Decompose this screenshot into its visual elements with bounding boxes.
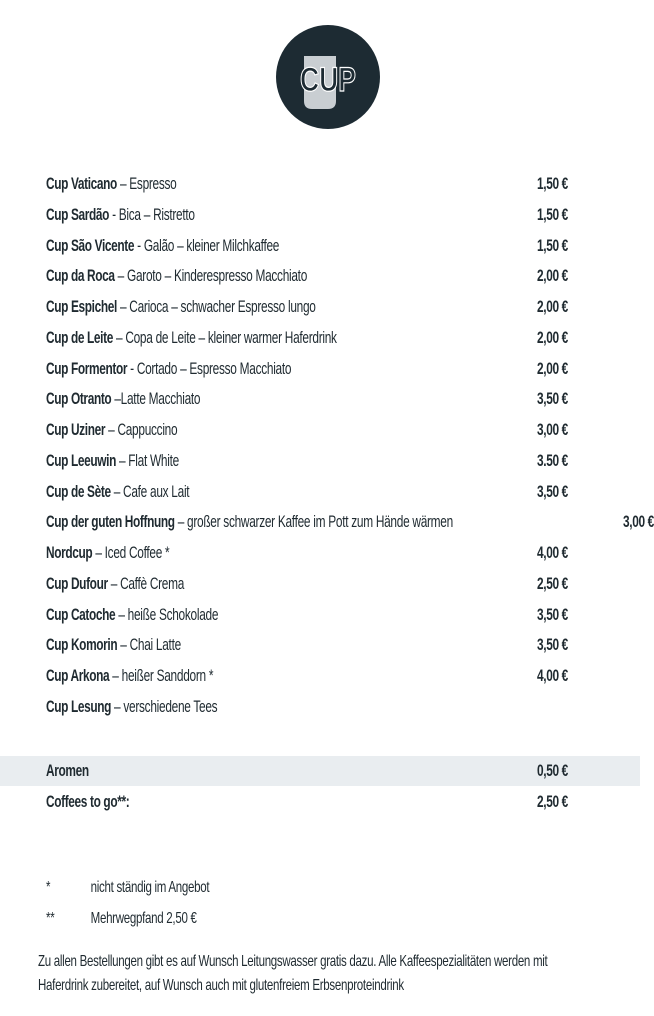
item-price: 2,00 € [537,328,568,347]
extra-item [46,756,570,787]
menu-item [46,231,570,262]
item-description: – Flat White [115,451,179,470]
footnote [46,872,209,903]
footnote-text: nicht ständig im Angebot [90,879,210,896]
item-price: 2,00 € [537,267,568,286]
item-description: – heißer Sanddorn * [109,667,214,685]
item-name: Nordcup [46,544,93,562]
item-name: Cup der guten Hoffnung [46,513,175,532]
item-price: 3.50 € [537,451,568,470]
item-name: Cup São Vicente [46,236,135,255]
item-price: 2,50 € [537,574,568,593]
item-price: 3,50 € [537,636,568,655]
extra-price: 2,50 € [537,792,568,811]
item-description: - Bica – Ristretto [109,205,195,224]
item-description: – Copa de Leite – kleiner warmer Haferdrink [112,328,337,347]
item-price: 1,50 € [537,175,568,193]
footnote [46,903,209,934]
footnotes [46,872,273,934]
item-name: Cup Dufour [46,574,108,593]
extra-name: Coffees to go**: [46,792,130,811]
item-price: 3,50 € [537,605,568,624]
logo-text: CUP [300,61,356,99]
menu-item [46,569,570,600]
menu-list [46,169,654,723]
item-name: Cup Lesung [46,697,112,716]
item-price: 1,50 € [537,236,568,255]
item-description: - Galão – kleiner Milchkaffee [134,236,280,255]
extras-list [46,756,570,817]
menu-item [46,292,570,323]
extra-name: Aromen [46,762,89,780]
item-price: 1,50 € [537,205,568,224]
item-name: Cup Leeuwin [46,451,116,470]
item-name: Cup Formentor [46,359,128,378]
item-name: Cup Sardão [46,205,110,224]
item-name: Cup Uziner [46,421,106,439]
menu-item [46,477,570,508]
menu-item [46,169,570,200]
item-description: – Carioca – schwacher Espresso lungo [116,298,316,316]
item-price: 2,00 € [537,298,568,316]
item-description: –Latte Macchiato [111,390,201,409]
item-name: Cup da Roca [46,267,115,286]
menu-item [46,661,570,692]
menu-item [46,415,570,446]
menu-item [46,354,570,385]
item-description: – heiße Schokolade [115,605,219,624]
item-price: 3,50 € [537,482,568,501]
menu-item [46,323,570,354]
footnote-mark: * [46,879,51,896]
menu-item [46,630,570,661]
item-description: – Iced Coffee * [92,544,170,562]
menu-item [46,261,570,292]
item-description: - Cortado – Espresso Macchiato [127,359,292,378]
item-name: Cup Komorin [46,636,118,655]
item-description: – Cappuccino [105,421,178,439]
item-description: – Caffè Crema [107,574,185,593]
extra-item [46,787,570,818]
menu-item [46,384,570,415]
item-description: – Chai Latte [117,636,181,655]
item-price: 3,00 € [623,513,654,532]
footnote-text: Mehrwegpfand 2,50 € [90,910,197,927]
item-price: 4,00 € [537,667,568,685]
item-price: 3,00 € [537,421,568,439]
footer-note: Zu allen Bestellungen gibt es auf Wunsch Leitungswasser gratis dazu. Alle Kaffeespezialitäten werden mit Haferdrink zubereitet, auf Wunsch auch mit glutenfreiem Erbsenproteindrink [38,953,548,994]
cup-logo [276,25,380,129]
menu-item [46,538,570,569]
item-name: Cup Espichel [46,298,117,316]
item-name: Cup de Sète [46,482,111,501]
menu-item [46,600,570,631]
item-name: Cup Otranto [46,390,112,409]
menu-item [46,507,654,538]
item-description: – Espresso [116,175,177,193]
item-price: 4,00 € [537,544,568,562]
item-name: Cup Arkona [46,667,110,685]
footnote-mark: ** [46,910,55,927]
item-description: – Cafe aux Lait [110,482,190,501]
item-price: 2,00 € [537,359,568,378]
item-name: Cup Vaticano [46,175,117,193]
item-price: 3,50 € [537,390,568,409]
item-description: – Garoto – Kinderespresso Macchiato [114,267,308,286]
extra-price: 0,50 € [537,762,568,780]
item-name: Cup Catoche [46,605,116,624]
menu-item [46,200,570,231]
item-description: – großer schwarzer Kaffee im Pott zum Hände wärmen [174,513,453,532]
menu-item [46,446,570,477]
item-name: Cup de Leite [46,328,113,347]
item-description: – verschiedene Tees [111,697,218,716]
menu-item [46,692,570,723]
